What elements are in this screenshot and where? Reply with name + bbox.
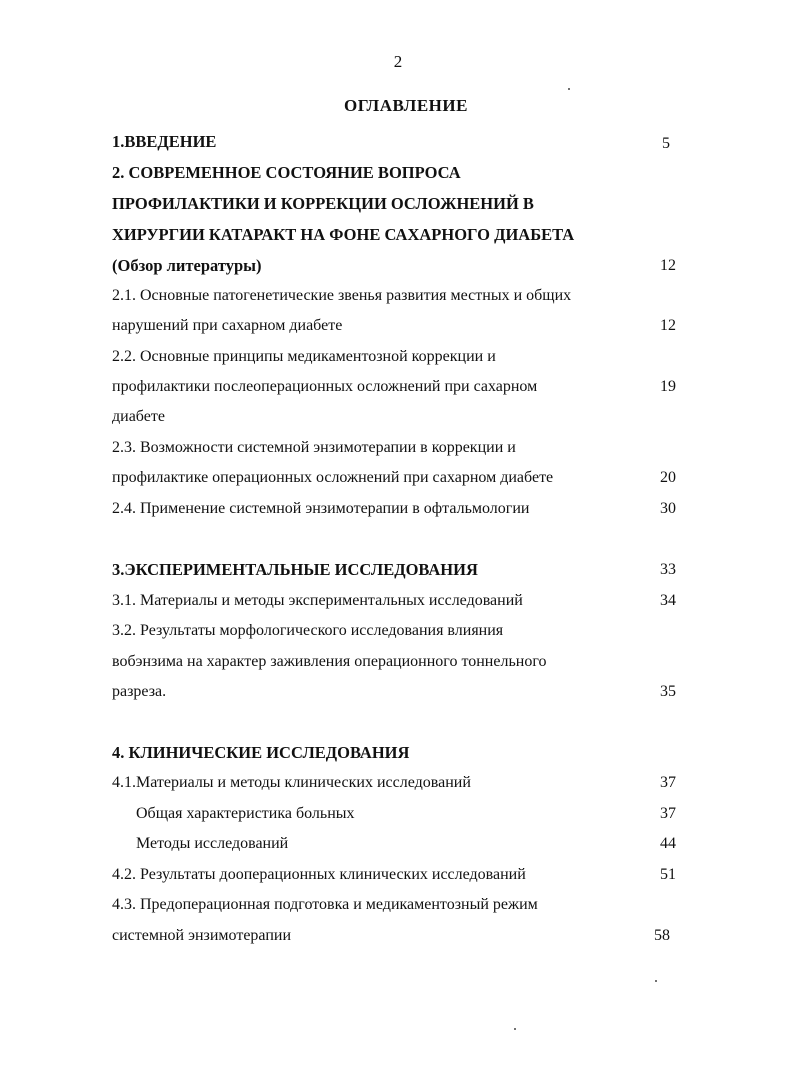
toc-entry: нарушений при сахарном диабете (112, 317, 343, 334)
toc-entry: 2.2. Основные принципы медикаментозной коррекции и (112, 348, 496, 365)
toc-entry: 4.2. Результаты дооперационных клинических исследований (112, 866, 526, 883)
toc-entry-heading: ХИРУРГИИ КАТАРАКТ НА ФОНЕ САХАРНОГО ДИАБЕТА (112, 225, 575, 244)
toc-page-number: 20 (660, 469, 676, 486)
toc-title: ОГЛАВЛЕНИЕ (344, 96, 468, 115)
toc-entry: 4.3. Предоперационная подготовка и медикаментозный режим (112, 896, 538, 913)
toc-entry: 3.1. Материалы и методы экспериментальных исследований (112, 592, 523, 609)
toc-page-number: 5 (662, 135, 670, 152)
toc-entry-heading: (Обзор литературы) (112, 256, 262, 275)
toc-page-number: 30 (660, 500, 676, 517)
toc-page-number: 58 (654, 927, 670, 944)
toc-page-number: 44 (660, 835, 676, 852)
toc-page-number: 19 (660, 378, 676, 395)
scan-speck (568, 88, 570, 90)
toc-entry-heading: 2. СОВРЕМЕННОЕ СОСТОЯНИЕ ВОПРОСА (112, 163, 461, 182)
toc-subentry: Общая характеристика больных (136, 805, 355, 822)
toc-entry-introduction: 1.ВВЕДЕНИЕ (112, 132, 217, 151)
toc-page-number: 51 (660, 866, 676, 883)
scan-speck (655, 980, 657, 982)
toc-page-number: 34 (660, 592, 676, 609)
page-number: 2 (393, 52, 403, 71)
toc-entry: 3.2. Результаты морфологического исследования влияния (112, 622, 504, 639)
toc-page-number: 37 (660, 774, 676, 791)
toc-entry: профилактики послеоперационных осложнений при сахарном (112, 378, 538, 395)
toc-entry: 4.1.Материалы и методы клинических исследований (112, 774, 471, 791)
toc-entry-heading: 3.ЭКСПЕРИМЕНТАЛЬНЫЕ ИССЛЕДОВАНИЯ (112, 560, 478, 579)
toc-subentry: Методы исследований (136, 835, 289, 852)
toc-entry: 2.3. Возможности системной энзимотерапии в коррекции и (112, 439, 516, 456)
toc-page-number: 35 (660, 683, 676, 700)
toc-entry-heading: ПРОФИЛАКТИКИ И КОРРЕКЦИИ ОСЛОЖНЕНИЙ В (112, 194, 534, 213)
toc-entry: 2.4. Применение системной энзимотерапии в офтальмологии (112, 500, 530, 517)
toc-entry: системной энзимотерапии (112, 927, 292, 944)
toc-entry: разреза. (112, 683, 167, 700)
toc-page-number: 33 (660, 561, 676, 578)
scan-speck (514, 1028, 516, 1030)
toc-entry: профилактике операционных осложнений при сахарном диабете (112, 469, 554, 486)
toc-entry-heading: 4. КЛИНИЧЕСКИЕ ИССЛЕДОВАНИЯ (112, 743, 410, 762)
toc-page-number: 12 (660, 257, 676, 274)
toc-page-number: 37 (660, 805, 676, 822)
toc-entry: 2.1. Основные патогенетические звенья развития местных и общих (112, 287, 572, 304)
toc-page-number: 12 (660, 317, 676, 334)
toc-entry: диабете (112, 408, 165, 425)
toc-entry: вобэнзима на характер заживления операционного тоннельного (112, 653, 547, 670)
